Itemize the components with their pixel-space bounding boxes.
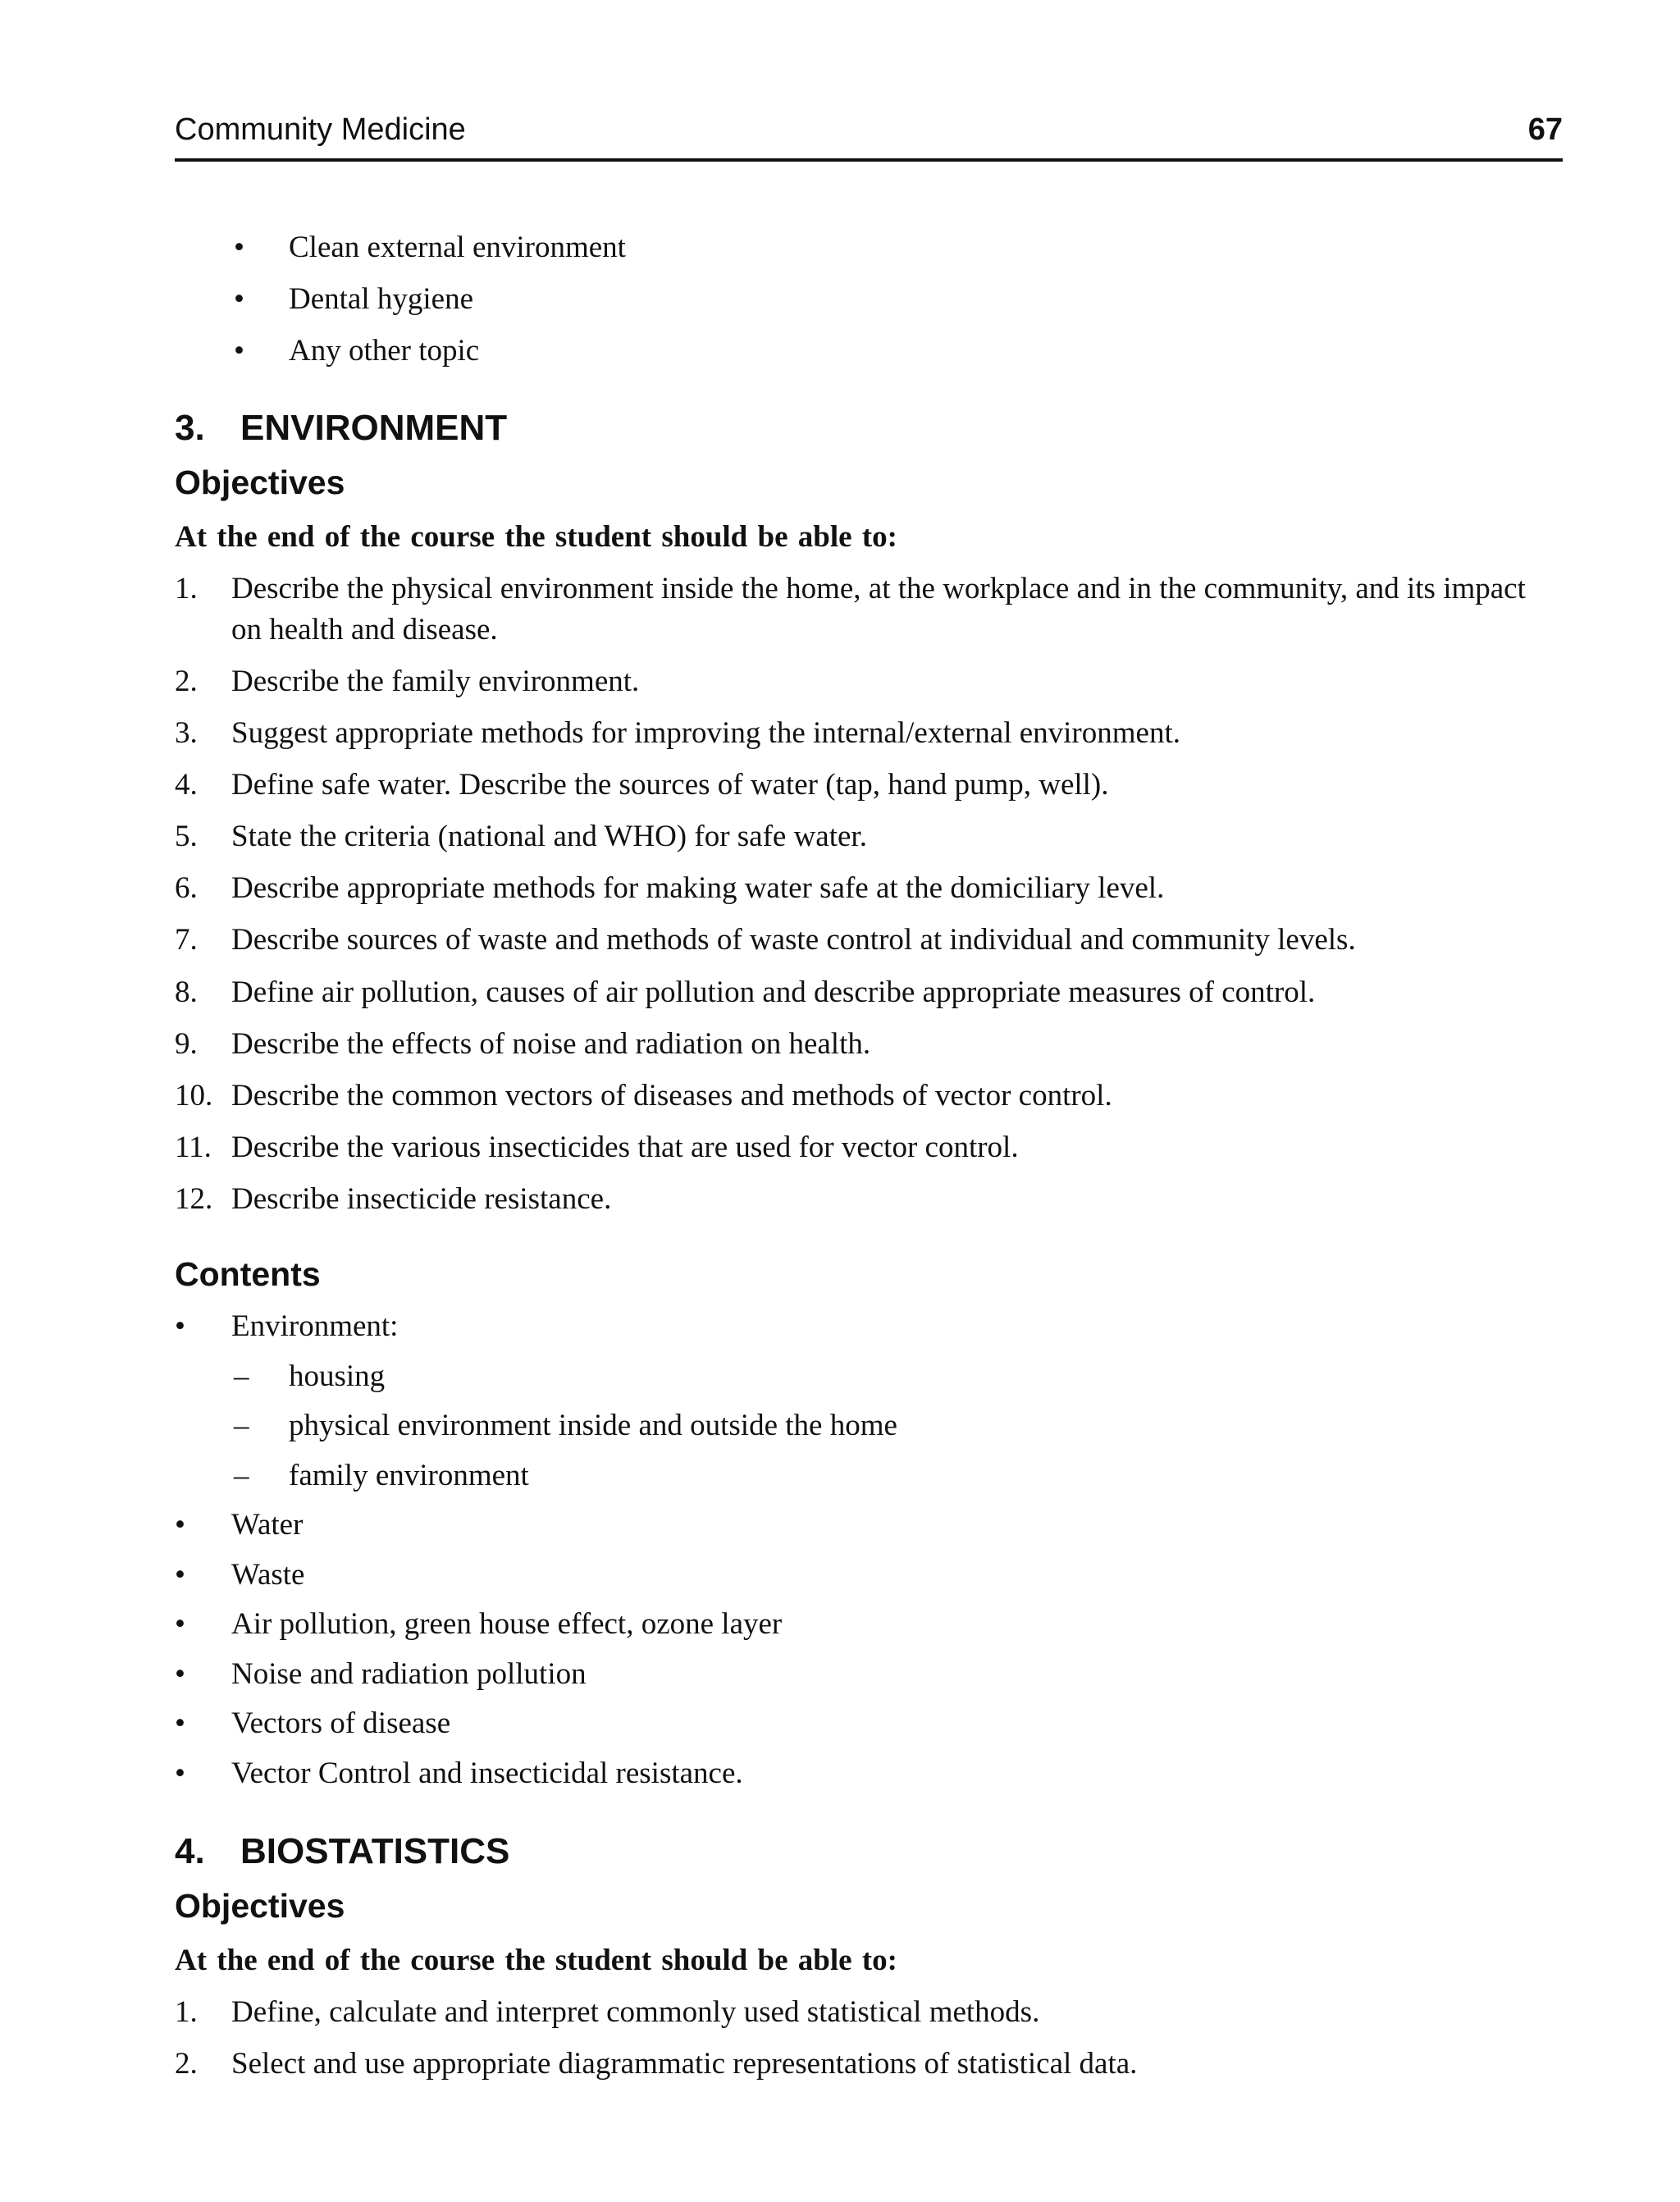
dash-marker: – (234, 1459, 249, 1492)
item-number: 12. (175, 1182, 213, 1216)
section-title: ENVIRONMENT (240, 408, 508, 448)
list-item (234, 279, 1563, 320)
dash-marker: – (234, 1409, 249, 1442)
objective-text: Describe insecticide resistance. (231, 1182, 612, 1216)
objective-text: Describe the common vectors of diseases and methods of vector control. (231, 1079, 1112, 1112)
item-number: 2. (175, 2047, 198, 2081)
section-heading (175, 405, 507, 451)
item-number: 8. (175, 975, 198, 1009)
item-number: 1. (175, 1995, 198, 2029)
list-item-text: Any other topic (289, 334, 480, 368)
contents-item (175, 1753, 1563, 1794)
section-number: 3. (175, 408, 205, 448)
bullet-marker: • (234, 282, 244, 316)
contents-subitem-text: housing (289, 1359, 386, 1393)
bullet-marker: • (234, 231, 244, 264)
objective-text: Describe appropriate methods for making water safe at the domiciliary level. (231, 871, 1165, 905)
contents-heading: Contents (175, 1255, 321, 1293)
objective-text: Define safe water. Describe the sources of water (tap, hand pump, well). (231, 768, 1109, 802)
contents-item (175, 1654, 1563, 1695)
section-heading (175, 1829, 509, 1875)
contents-item-text: Noise and radiation pollution (231, 1657, 587, 1691)
objective-item (175, 868, 1563, 909)
objective-text: State the criteria (national and WHO) for safe water. (231, 820, 867, 853)
objectives-heading: Objectives (175, 1887, 345, 1925)
objective-text: Describe the family environment. (231, 665, 640, 698)
running-title: Community Medicine (175, 112, 466, 147)
contents-subitem-text: physical environment inside and outside the home (289, 1409, 897, 1442)
bullet-marker: • (175, 1657, 185, 1691)
contents-subitem (234, 1455, 1563, 1496)
contents-item (175, 1604, 1563, 1645)
contents-subitem (234, 1356, 1563, 1397)
objective-item (175, 713, 1563, 754)
bullet-marker: • (175, 1508, 185, 1542)
objective-item (175, 920, 1563, 961)
objectives-lead: At the end of the course the student should be able to: (175, 520, 897, 554)
objective-item (175, 661, 1563, 702)
objective-text: Describe the effects of noise and radiation on health. (231, 1027, 871, 1061)
item-number: 10. (175, 1079, 213, 1112)
contents-subitem-text: family environment (289, 1459, 529, 1492)
contents-item (175, 1703, 1563, 1744)
list-item-text: Dental hygiene (289, 282, 473, 316)
contents-item-text: Waste (231, 1558, 305, 1592)
item-number: 5. (175, 820, 198, 853)
objective-item (175, 765, 1563, 806)
contents-item (175, 1555, 1563, 1596)
objective-item (175, 1024, 1563, 1065)
bullet-marker: • (175, 1757, 185, 1790)
bullet-marker: • (175, 1558, 185, 1592)
item-number: 11. (175, 1131, 212, 1164)
item-number: 3. (175, 716, 198, 750)
item-number: 1. (175, 572, 198, 605)
dash-marker: – (234, 1359, 249, 1393)
section-number: 4. (175, 1831, 205, 1871)
objective-item (175, 569, 1563, 651)
contents-subitem (234, 1405, 1563, 1446)
contents-item-text: Air pollution, green house effect, ozone layer (231, 1607, 783, 1641)
objectives-heading: Objectives (175, 464, 345, 501)
objective-text: Define, calculate and interpret commonly used statistical methods. (231, 1995, 1040, 2029)
contents-item-text: Environment: (231, 1309, 399, 1343)
section-title: BIOSTATISTICS (240, 1831, 510, 1871)
list-item (234, 227, 1563, 268)
objective-text: Describe the various insecticides that are used for vector control. (231, 1131, 1019, 1164)
objectives-lead: At the end of the course the student should be able to: (175, 1944, 897, 1977)
item-number: 2. (175, 665, 198, 698)
bullet-marker: • (175, 1706, 185, 1740)
objective-item (175, 972, 1563, 1013)
objective-item (175, 816, 1563, 857)
objective-item (175, 1076, 1563, 1117)
item-number: 4. (175, 768, 198, 802)
objective-item (175, 1179, 1563, 1220)
item-number: 9. (175, 1027, 198, 1061)
objective-item (175, 2044, 1563, 2085)
bullet-marker: • (175, 1309, 185, 1343)
list-item (234, 331, 1563, 372)
contents-item-text: Vector Control and insecticidal resistance. (231, 1757, 743, 1790)
objective-text: Define air pollution, causes of air pollution and describe appropriate measures of control. (231, 975, 1316, 1009)
list-item-text: Clean external environment (289, 231, 626, 264)
contents-item (175, 1505, 1563, 1546)
item-number: 6. (175, 871, 198, 905)
contents-item (175, 1306, 1563, 1347)
objective-text: Select and use appropriate diagrammatic representations of statistical data. (231, 2047, 1138, 2081)
objective-text: Describe the physical environment inside the home, at the workplace and in the community, and its impact on health and disease. (231, 572, 1526, 646)
bullet-marker: • (234, 334, 244, 368)
header-rule (175, 158, 1563, 162)
contents-item-text: Water (231, 1508, 304, 1542)
objective-item (175, 1992, 1563, 2033)
page-number: 67 (1527, 112, 1563, 147)
bullet-marker: • (175, 1607, 185, 1641)
objective-text: Describe sources of waste and methods of waste control at individual and community levels. (231, 923, 1356, 957)
objective-text: Suggest appropriate methods for improving the internal/external environment. (231, 716, 1180, 750)
objective-item (175, 1127, 1563, 1168)
contents-item-text: Vectors of disease (231, 1706, 451, 1740)
item-number: 7. (175, 923, 198, 957)
